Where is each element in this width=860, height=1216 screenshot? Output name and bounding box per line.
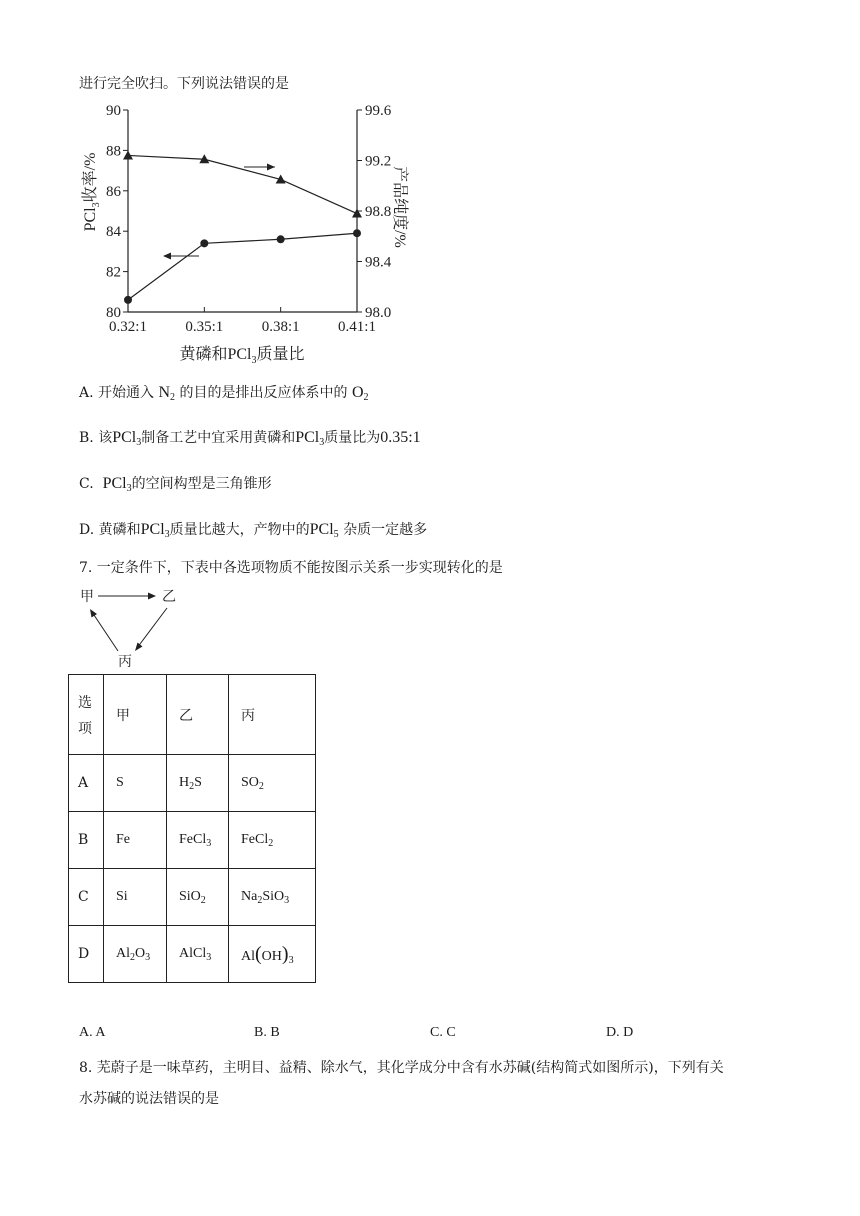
option-d: D. 黄磷和PCl$_3$质量比越大，产物中的PCl$_5$ 杂质一定越多: [79, 521, 428, 540]
series-arrows: [163, 164, 275, 260]
x-tick-label: 0.38:1: [261, 319, 300, 335]
question-8-line-1: 8. 芜蔚子是一味草药，主明目、益精、除水气，其化学成分中含有水苏碱(结构简式如图所示)，下列有关: [79, 1060, 724, 1076]
table-row: A S $H_2S$ $SO_2$: [69, 755, 316, 812]
left-series-line: [128, 233, 357, 300]
x-tick-label: 0.41:1: [338, 319, 376, 335]
y-left-tick-label: 90: [106, 103, 121, 119]
y-right-tick-label: 98.0: [365, 305, 392, 321]
y-right-tick-label: 99.2: [365, 153, 392, 170]
option-b: B. 该PCl$_3$制备工艺中宜采用黄磷和PCl$_3$质量比为0.35:1: [79, 429, 421, 448]
x-tick-label: 0.35:1: [185, 319, 224, 335]
answer-a: A. A: [79, 1025, 106, 1040]
yield-point: [200, 239, 208, 247]
table-row: C Si SiO$_2$ $Na_2SiO_3$: [69, 869, 316, 926]
y-right-tick-label: 98.8: [365, 204, 392, 220]
arrow-icon: [148, 593, 156, 600]
arrow-icon: [90, 609, 97, 618]
x-tick-label: 0.32:1: [109, 319, 147, 335]
left-arrow-icon: [163, 253, 171, 260]
yield-purity-chart: [79, 97, 409, 367]
arrow-icon: [135, 643, 143, 652]
plot-frame: [128, 110, 357, 312]
answer-d: D. D: [606, 1025, 634, 1040]
table-header-row: 选 项 甲 乙 丙: [69, 675, 316, 755]
purity-point: [352, 209, 362, 218]
node-bing: 丙: [118, 654, 132, 670]
node-yi: 乙: [162, 589, 176, 605]
y-left-axis-label: PCl$_3$收率/%: [82, 152, 102, 232]
y-right-axis-label: 产品纯度/%: [391, 166, 408, 248]
x-axis-label: 黄磷和PCl$_3$质量比: [179, 346, 305, 366]
question-7-stem: 7. 一定条件下，下表中各选项物质不能按图示关系一步实现转化的是: [79, 560, 503, 576]
node-jia: 甲: [80, 589, 94, 605]
purity-point: [123, 150, 133, 159]
option-c: C. PCl$_3$的空间构型是三角锥形: [79, 475, 272, 494]
yield-point: [353, 229, 361, 237]
answer-b: B. B: [254, 1025, 280, 1040]
y-right-tick-label: 98.4: [365, 254, 392, 271]
right-series-line: [128, 155, 357, 213]
y-left-tick-label: 86: [106, 183, 121, 200]
yield-point: [277, 235, 285, 243]
yield-point: [124, 296, 132, 304]
table-row: B Fe FeCl$_3$ FeCl$_2$: [69, 812, 316, 869]
y-left-tick-label: 84: [106, 224, 121, 241]
option-a: A. 开始通入 $N_2$ 的目的是排出反应体系中的 $O_2$: [79, 384, 369, 403]
answer-c: C. C: [430, 1025, 456, 1040]
y-left-tick-label: 82: [106, 264, 121, 281]
y-right-tick-label: 99.6: [365, 103, 392, 119]
options-table: [68, 674, 316, 983]
table-row: D $Al_2O_3$ AlCl$_3$ $Al(OH)_3$: [69, 926, 316, 983]
right-arrow-icon: [267, 164, 275, 171]
question-intro: 进行完全吹扫。下列说法错误的是: [79, 76, 289, 92]
question-8-line-2: 水苏碱的说法错误的是: [79, 1091, 219, 1107]
conversion-diagram: [70, 582, 190, 672]
y-left-tick-label: 80: [106, 305, 121, 321]
y-left-tick-label: 88: [106, 143, 121, 160]
